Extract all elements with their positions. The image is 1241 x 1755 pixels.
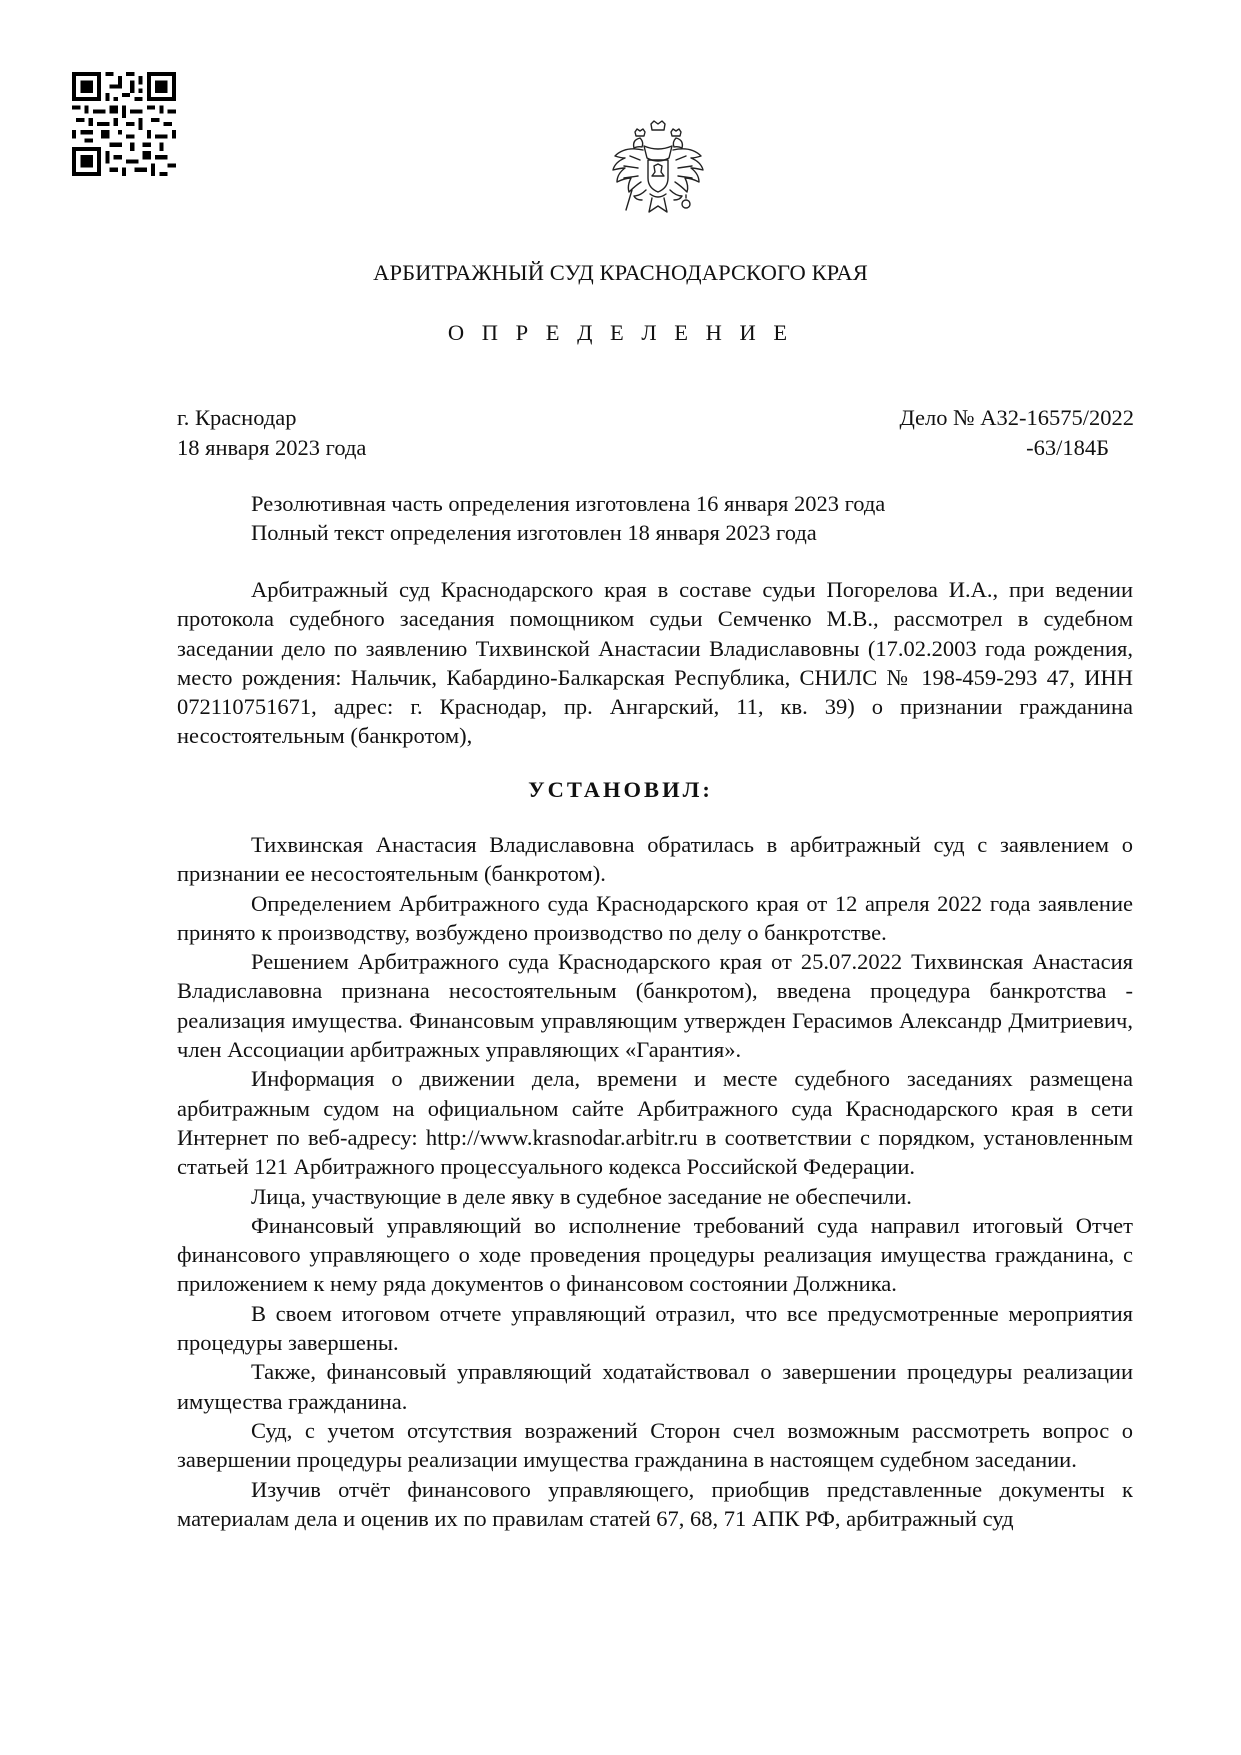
place-date-block [177,403,366,463]
document-type-title: О П Р Е Д Е Л Е Н И Е [447,320,794,345]
preamble-line: Полный текст определения изготовлен 18 января 2023 года [251,520,817,545]
preamble [251,489,885,547]
paragraph: Лица, участвующие в деле явку в судебное заседание не обеспечили. [251,1183,912,1209]
paragraph: Тихвинская Анастасия Владиславовна обратилась в арбитражный суд с заявлением о признании ее несостоятельным (банкротом). [177,832,1133,887]
intro-paragraph: Арбитражный суд Краснодарского края в составе судьи Погорелова И.А., при ведении протокола судебного заседания помощником судьи Семченко М.В., рассмотрел в судебном заседании дело по заявлению Тихвинской Анастасии Владиславовны (17.02.2003 года рождения, место рождения: Нальчик, Кабардино-Балкарская Республика, СНИЛС № 198-459-293 47, ИНН 072110751671, адрес: г. Краснодар, пр. Ангарский, 11, кв. 39) о признании гражданина несостоятельным (банкротом), [177,577,1133,749]
case-number-block [899,403,1134,463]
case-number-suffix: -63/184Б [1026,435,1109,460]
paragraph: Определением Арбитражного суда Краснодарского края от 12 апреля 2022 года заявление принято к производству, возбуждено производство по делу о банкротстве. [177,890,1133,945]
intro-section [177,575,1133,751]
section-heading: УСТАНОВИЛ: [528,777,713,802]
paragraph: Финансовый управляющий во исполнение требований суда направил итоговый Отчет финансового управляющего о ходе проведения процедуры реализация имущества гражданина, с приложением к нему ряда документов о финансовом состоянии Должника. [177,1212,1133,1297]
qr-code-icon [72,72,176,176]
coat-of-arms-icon [610,120,706,232]
paragraph: Решением Арбитражного суда Краснодарского края от 25.07.2022 Тихвинская Анастасия Владиславовна признана несостоятельным (банкротом), введена процедура банкротства - реализация имущества. Финансовым управляющим утвержден Герасимов Александр Дмитриевич, член Ассоциации арбитражных управляющих «Гарантия». [177,949,1133,1063]
preamble-line: Резолютивная часть определения изготовлена 16 января 2023 года [251,491,886,516]
paragraph: В своем итоговом отчете управляющий отразил, что все предусмотренные мероприятия процедуры завершены. [177,1300,1133,1356]
paragraph: Суд, с учетом отсутствия возражений Сторон счел возможным рассмотреть вопрос о завершении процедуры реализации имущества гражданина в настоящем судебном заседании. [177,1417,1133,1473]
city: г. Краснодар [177,405,297,430]
decision-date: 18 января 2023 года [177,435,367,460]
established-section [177,830,1133,1533]
paragraph: Также, финансовый управляющий ходатайствовал о завершении процедуры реализации имущества гражданина. [177,1359,1133,1414]
paragraph: Изучив отчёт финансового управляющего, приобщив представленные документы к материалам дела и оценив их по правилам статей 67, 68, 71 АПК РФ, арбитражный суд [177,1476,1133,1531]
case-number: Дело № А32-16575/2022 [899,405,1134,430]
court-name: АРБИТРАЖНЫЙ СУД КРАСНОДАРСКОГО КРАЯ [373,260,868,285]
paragraph: Информация о движении дела, времени и месте судебного заседаниях размещена арбитражным судом на официальном сайте Арбитражного суда Краснодарского края в сети Интернет по веб-адресу: http://www.krasnodar.arbitr.ru в соответствии с порядком, установленным статьей 121 Арбитражного процессуального кодекса Российской Федерации. [177,1066,1133,1180]
